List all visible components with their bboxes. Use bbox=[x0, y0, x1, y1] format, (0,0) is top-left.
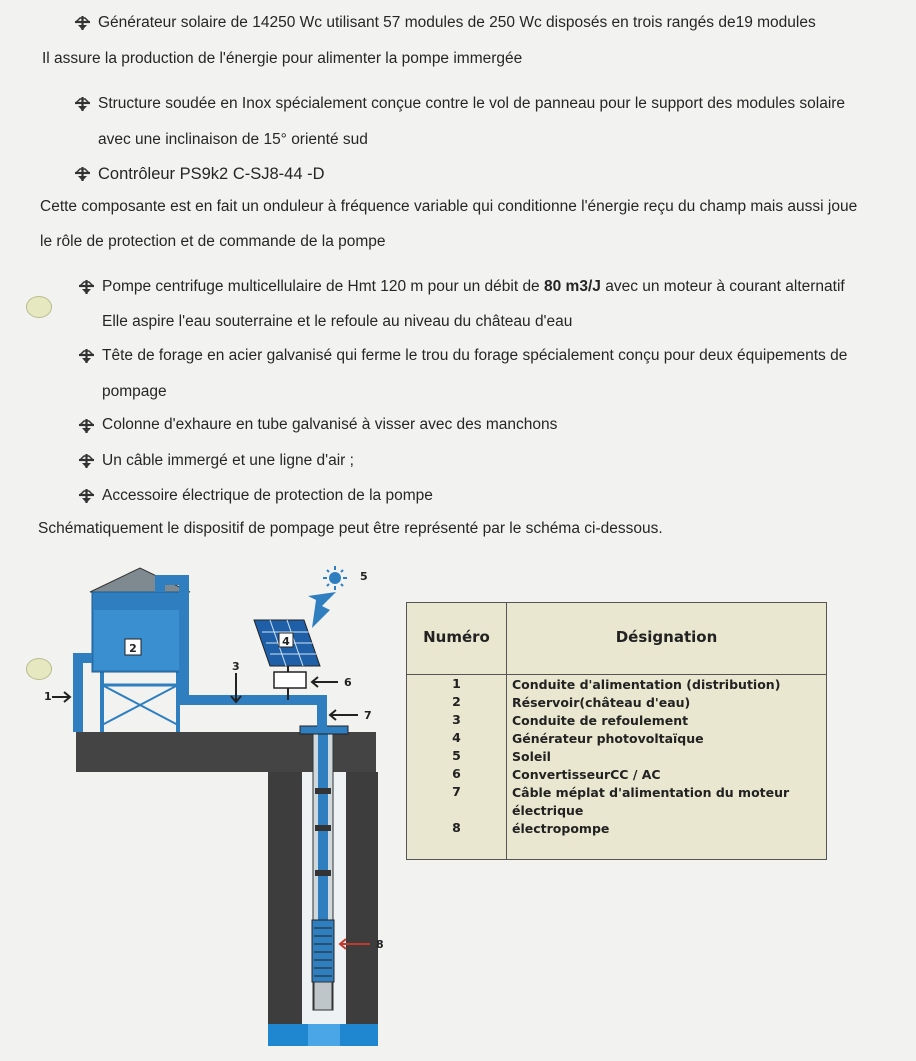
text-line: Pompe centrifuge multicellulaire de Hmt 120 m pour un débit de 80 m3/J avec un moteur à courant alternatif bbox=[102, 278, 845, 295]
table-num: 8 bbox=[452, 820, 461, 835]
text-line: Un câble immergé et une ligne d'air ; bbox=[102, 452, 354, 469]
converter bbox=[274, 672, 306, 688]
bullet-icon bbox=[78, 279, 96, 295]
text-line: Générateur solaire de 14250 Wc utilisant 57 modules de 250 Wc disposés en trois rangés de19 modules bbox=[98, 14, 816, 31]
bullet-icon bbox=[74, 96, 92, 112]
text-line: Accessoire électrique de protection de la pompe bbox=[102, 487, 433, 504]
table-des: Conduite d'alimentation (distribution) bbox=[512, 677, 781, 692]
electropump bbox=[312, 920, 334, 982]
bullet-icon bbox=[78, 348, 96, 364]
text-line: avec une inclinaison de 15° orienté sud bbox=[98, 131, 368, 148]
label-5: 5 bbox=[360, 570, 368, 583]
text-line: Contrôleur PS9k2 C-SJ8-44 -D bbox=[98, 165, 325, 183]
table-num: 1 bbox=[452, 676, 461, 691]
text-line: Cette composante est en fait un onduleur à fréquence variable qui conditionne l'énergie reçu du champ mais aussi joue bbox=[40, 198, 858, 215]
bullet-icon bbox=[74, 15, 92, 31]
table-des: Soleil bbox=[512, 749, 551, 764]
table-num: 3 bbox=[452, 712, 461, 727]
pumping-diagram bbox=[30, 560, 400, 1050]
label-3: 3 bbox=[232, 660, 240, 673]
table-des: Réservoir(château d'eau) bbox=[512, 695, 691, 710]
label-4: 4 bbox=[282, 635, 290, 648]
label-7: 7 bbox=[364, 709, 372, 722]
table-header-designation: Désignation bbox=[615, 628, 718, 646]
table-des: électropompe bbox=[512, 821, 610, 836]
text-line: Schématiquement le dispositif de pompage peut être représenté par le schéma ci-dessous. bbox=[38, 520, 663, 537]
label-6: 6 bbox=[344, 676, 352, 689]
punch-hole bbox=[26, 296, 52, 318]
label-1: 1 bbox=[44, 690, 52, 703]
bullet-icon bbox=[78, 488, 96, 504]
table-num: 4 bbox=[452, 730, 461, 745]
designation-table bbox=[406, 602, 827, 860]
text-line: Colonne d'exhaure en tube galvanisé à visser avec des manchons bbox=[102, 416, 558, 433]
bullet-icon bbox=[78, 418, 96, 434]
text-line: Structure soudée en Inox spécialement conçue contre le vol de panneau pour le support des modules solaire bbox=[98, 95, 846, 112]
table-des: Câble méplat d'alimentation du moteur électrique bbox=[512, 785, 790, 818]
text-line: le rôle de protection et de commande de la pompe bbox=[40, 233, 386, 250]
table-num: 7 bbox=[452, 784, 461, 799]
table-des: Conduite de refoulement bbox=[512, 713, 689, 728]
table-des: ConvertisseurCC / AC bbox=[512, 767, 661, 782]
bullet-icon bbox=[74, 166, 92, 182]
table-num: 2 bbox=[452, 694, 461, 709]
label-8: 8 bbox=[376, 938, 384, 951]
bullet-icon bbox=[78, 453, 96, 469]
table-des: Générateur photovoltaïque bbox=[512, 731, 704, 746]
table-header-number: Numéro bbox=[423, 628, 490, 646]
label-2: 2 bbox=[129, 642, 137, 655]
text-line: Elle aspire l'eau souterraine et le refoule au niveau du château d'eau bbox=[102, 313, 573, 330]
text-line: Il assure la production de l'énergie pour alimenter la pompe immergée bbox=[42, 50, 523, 67]
table-num: 5 bbox=[452, 748, 461, 763]
sun-icon bbox=[329, 572, 341, 584]
sun-ray-arrow bbox=[308, 592, 336, 628]
text-line: pompage bbox=[102, 383, 167, 400]
text-line: Tête de forage en acier galvanisé qui ferme le trou du forage spécialement conçu pour deux équipements de bbox=[102, 347, 848, 364]
table-num: 6 bbox=[452, 766, 461, 781]
